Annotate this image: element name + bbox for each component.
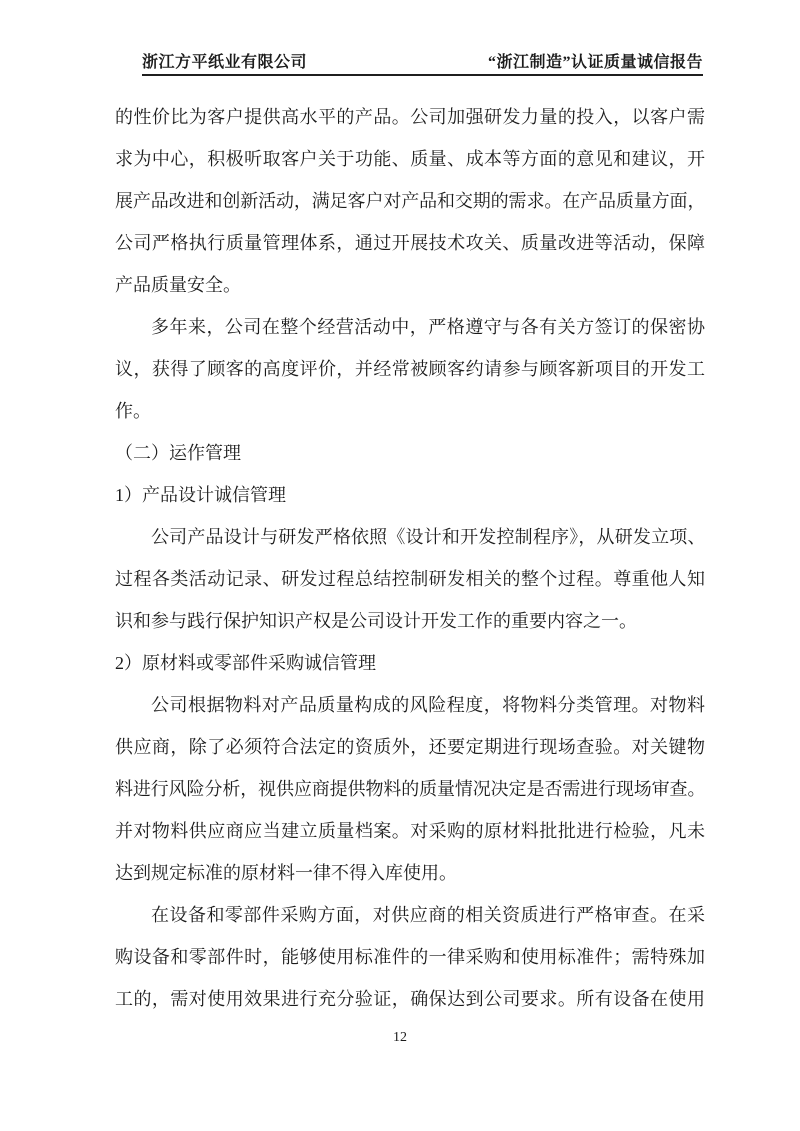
body-line: 多年来，公司在整个经营活动中，严格遵守与各有关方签订的保密协 <box>151 317 705 337</box>
page-header <box>142 46 703 76</box>
sub-heading: 1）产品设计诚信管理 <box>115 485 286 505</box>
body-line: 过程各类活动记录、研发过程总结控制研发相关的整个过程。尊重他人知 <box>115 569 705 589</box>
body-line: 工的，需对使用效果进行充分验证，确保达到公司要求。所有设备在使用 <box>115 989 705 1009</box>
header-company-name: 浙江方平纸业有限公司 <box>142 54 308 71</box>
body-line: 识和参与践行保护知识产权是公司设计开发工作的重要内容之一。 <box>115 611 637 631</box>
body-line: 并对物料供应商应当建立质量档案。对采购的原材料批批进行检验，凡未 <box>115 821 705 841</box>
body-line: 达到规定标准的原材料一律不得入库使用。 <box>115 863 457 883</box>
body-line: 购设备和零部件时，能够使用标准件的一律采购和使用标准件；需特殊加 <box>115 947 705 967</box>
section-heading: （二）运作管理 <box>115 443 241 463</box>
page-number: 12 <box>393 1030 407 1045</box>
body-line: 料进行风险分析，视供应商提供物料的质量情况决定是否需进行现场审查。 <box>115 779 705 799</box>
body-line: 公司根据物料对产品质量构成的风险程度，将物料分类管理。对物料 <box>151 695 705 715</box>
document-body <box>115 96 705 1020</box>
body-line: 产品质量安全。 <box>115 275 241 295</box>
body-line: 供应商，除了必须符合法定的资质外，还要定期进行现场查验。对关键物 <box>115 737 705 757</box>
header-report-title: “浙江制造”认证质量诚信报告 <box>487 54 703 71</box>
body-line: 公司严格执行质量管理体系，通过开展技术攻关、质量改进等活动，保障 <box>115 233 705 253</box>
body-line: 议，获得了顾客的高度评价，并经常被顾客约请参与顾客新项目的开发工 <box>115 359 705 379</box>
body-line: 在设备和零部件采购方面，对供应商的相关资质进行严格审查。在采 <box>151 905 705 925</box>
body-line: 的性价比为客户提供高水平的产品。公司加强研发力量的投入，以客户需 <box>115 107 705 127</box>
sub-heading: 2）原材料或零部件采购诚信管理 <box>115 653 376 673</box>
body-line: 求为中心，积极听取客户关于功能、质量、成本等方面的意见和建议，开 <box>115 149 705 169</box>
body-line: 作。 <box>115 401 151 421</box>
body-line: 公司产品设计与研发严格依照《设计和开发控制程序》，从研发立项、 <box>151 527 705 547</box>
body-line: 展产品改进和创新活动，满足客户对产品和交期的需求。在产品质量方面， <box>115 191 705 211</box>
